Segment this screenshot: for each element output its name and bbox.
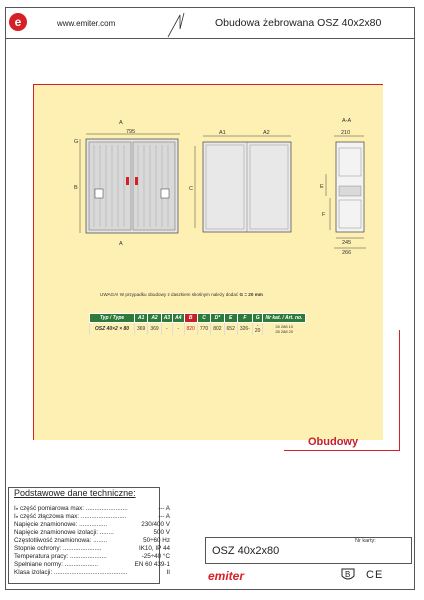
website-url[interactable]: www.emiter.com (57, 19, 116, 28)
dim-g-label: G (74, 139, 79, 145)
section-arrow-bottom-label: A (119, 241, 123, 247)
dim-210-label: 210 (341, 130, 351, 136)
tech-row: Napięcie znamionowe: ................ 230/400 V (14, 521, 170, 528)
red-rule-bottom (284, 450, 399, 451)
dim-a2-label: A2 (263, 130, 270, 136)
section-arrow-label: A (119, 120, 123, 126)
dim-266-label: 266 (342, 250, 352, 256)
dim-height-label: B (74, 185, 78, 191)
value-cell: 802 (211, 323, 224, 336)
tech-row: Stopnie ochrony: ...................... IK10, IP 44 (14, 545, 170, 552)
tech-row: Temperatura pracy: ..................... -25÷40 °C (14, 553, 170, 560)
col-header: C (197, 314, 210, 323)
b-cert-icon (340, 568, 356, 582)
page-title: Obudowa żebrowana OSZ 40x2x80 (215, 17, 382, 29)
dim-e-label: E (320, 184, 324, 190)
value-cell: 369 (148, 323, 161, 336)
col-header: D* (211, 314, 224, 323)
col-header: A1 (135, 314, 148, 323)
value-cell: - 20 (252, 323, 263, 336)
note-text: UWAGA! W przypadku obudowy z daszkiem skośnym należy dodać G = 20 mm (100, 292, 263, 297)
section-title-label: A-A (342, 118, 352, 124)
table-row (90, 323, 306, 336)
col-header: E (224, 314, 237, 323)
tech-row: Częstotliwość znamionowa: ........ 50÷60 Hz (14, 537, 170, 544)
dim-width-label: 795 (126, 129, 136, 135)
col-header: F (237, 314, 252, 323)
type-cell: OSZ 40×2 × 80 (90, 323, 135, 336)
red-rule-right (399, 330, 400, 451)
svg-text:B: B (345, 570, 351, 579)
open-view-drawing (185, 128, 300, 243)
art-no-cell: 28 288 10 28 288 20 (263, 323, 305, 336)
tech-row: Napięcie znamionowe izolacji: ........ 500 V (14, 529, 170, 536)
col-header: B (184, 314, 197, 323)
front-view-drawing (70, 120, 200, 255)
col-header: Nr kat. / Art. no. (263, 314, 305, 323)
tech-row: Spełniane normy: ................... EN 60 439-1 (14, 561, 170, 568)
col-header: A3 (161, 314, 172, 323)
zigzag-divider-icon (166, 9, 186, 39)
brand-logo: emiter (208, 569, 245, 583)
col-header: A2 (148, 314, 161, 323)
red-rule-top (33, 84, 383, 85)
value-cell: 326- (237, 323, 252, 336)
dim-245-label: 245 (342, 240, 352, 246)
dim-f-label: F (322, 212, 326, 218)
tech-row: Iₙ część złączowa max: .......................... --- A (14, 513, 170, 520)
col-header: Typ / Type (90, 314, 135, 323)
section-view-drawing (300, 118, 380, 258)
spec-table (89, 313, 306, 335)
section-label: Obudowy (308, 436, 359, 448)
ce-mark-icon: CE (366, 569, 384, 581)
col-header: G (252, 314, 263, 323)
value-cell: 770 (197, 323, 210, 336)
value-cell: 652 (224, 323, 237, 336)
spec-table-header (90, 314, 306, 323)
value-cell: - (161, 323, 172, 336)
tech-row: Klasa izolacji: .......................................... II (14, 569, 170, 576)
value-cell: 820 (184, 323, 197, 336)
value-cell: - (173, 323, 184, 336)
product-name: OSZ 40x2x80 (212, 545, 280, 557)
dim-c-label: C (189, 186, 193, 192)
red-rule-left (33, 84, 34, 440)
col-header: A4 (173, 314, 184, 323)
card-number-label: Nr karty: (355, 538, 376, 544)
tech-data-title: Podstawowe dane techniczne: (14, 488, 136, 498)
value-cell: 369 (135, 323, 148, 336)
tech-row: Iₙ część pomiarowa max: ........................ --- A (14, 505, 170, 512)
dim-a1-label: A1 (219, 130, 226, 136)
emiter-logo-icon: e (9, 13, 27, 31)
